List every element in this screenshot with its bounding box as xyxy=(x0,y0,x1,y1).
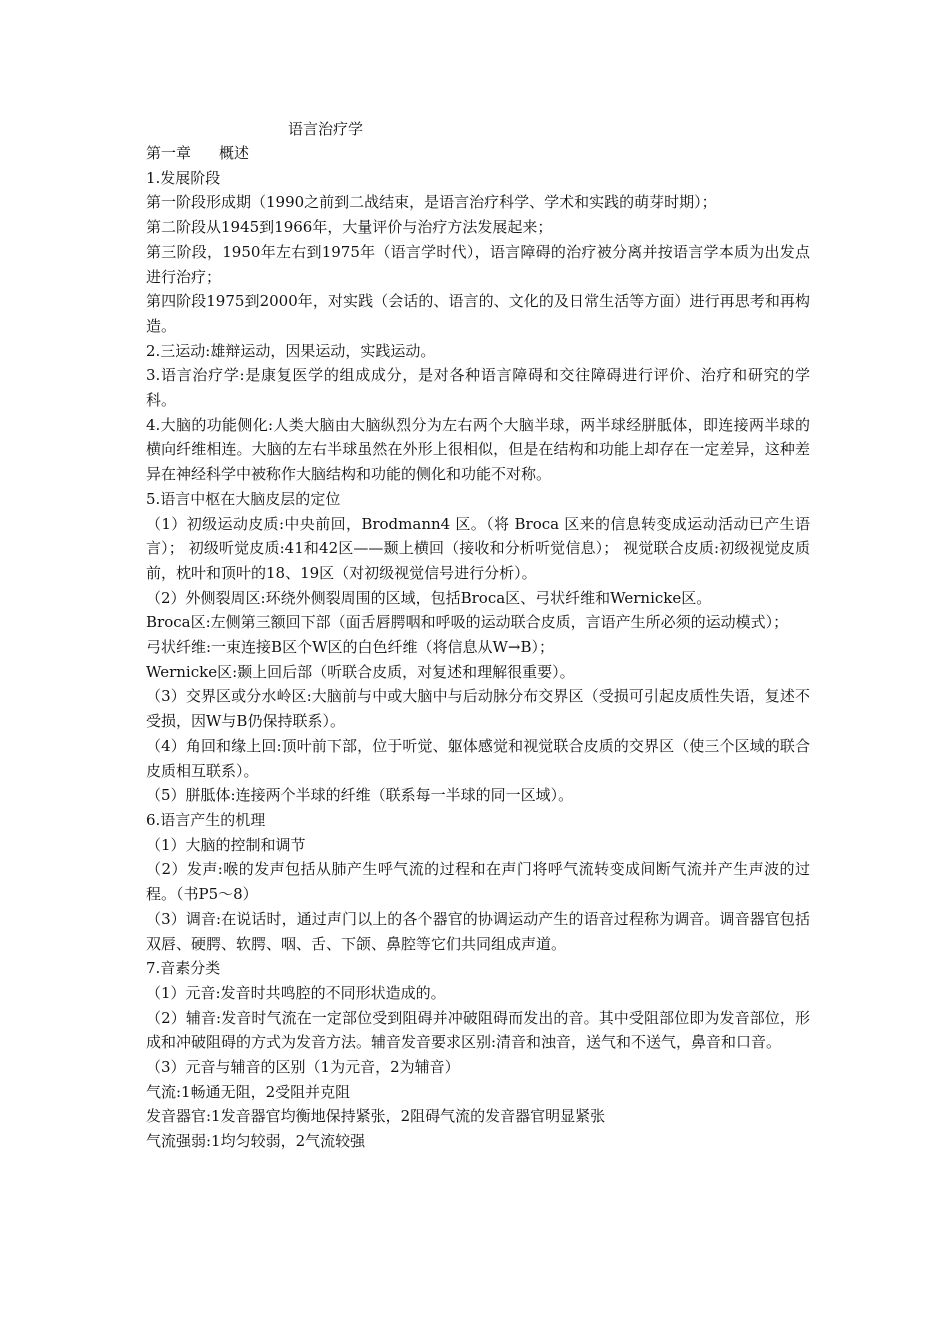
paragraph: 弓状纤维:一束连接B区个W区的白色纤维（将信息从W→B）； xyxy=(146,638,555,657)
paragraph: 第四阶段1975到2000年，对实践（会话的、语言的、文化的及日常生活等方面）进行再思考和再构造。 xyxy=(146,292,810,335)
paragraph: （2）外侧裂周区:环绕外侧裂周围的区域，包括Broca区、弓状纤维和Wernicke区。 xyxy=(146,588,712,607)
paragraph: （3）调音:在说话时，通过声门以上的各个器官的协调运动产生的语音过程称为调音。调音器官包括双唇、硬腭、软腭、咽、舌、下颌、鼻腔等它们共同组成声道。 xyxy=(146,909,810,953)
paragraph: 气流强弱:1均匀较弱，2气流较强 xyxy=(146,1132,366,1151)
chapter-name: 概述 xyxy=(219,144,250,162)
paragraph: （2）辅音:发音时气流在一定部位受到阻碍并冲破阻碍而发出的音。其中受阻部位即为发音部位，形成和冲破阻碍的方式为发音方法。辅音发音要求区别:清音和浊音，送气和不送气，鼻音和口音。 xyxy=(146,1008,810,1052)
paragraph: （1）初级运动皮质:中央前回，Brodmann4 区。（将 Broca 区来的信息转变成运动活动已产生语言）； 初级听觉皮质:41和42区——颞上横回（接收和分析听觉信息）； 视觉联合皮质:初级视觉皮质前，枕叶和顶叶的18、19区（对初级视觉信号进行分析）。 xyxy=(146,514,810,582)
paragraph: 4.大脑的功能侧化:人类大脑由大脑纵烈分为左右两个大脑半球，两半球经胼胝体，即连接两半球的横向纤维相连。大脑的左右半球虽然在外形上很相似，但是在结构和功能上却存在一定差异，这种差异在神经科学中被称作大脑结构和功能的侧化和功能不对称。 xyxy=(146,415,810,484)
paragraph: （3）交界区或分水岭区:大脑前与中或大脑中与后动脉分布交界区（受损可引起皮质性失语，复述不受损，因W与B仍保持联系）。 xyxy=(146,687,810,731)
chapter-heading xyxy=(146,141,810,166)
paragraph: 发音器官:1发音器官均衡地保持紧张，2阻碍气流的发音器官明显紧张 xyxy=(146,1107,606,1126)
paragraph: Broca区:左侧第三额回下部（面舌唇腭咽和呼吸的运动联合皮质，言语产生所必须的运动模式）； xyxy=(146,613,789,632)
paragraph: （1）大脑的控制和调节 xyxy=(146,835,306,854)
paragraph: 2.三运动:雄辩运动，因果运动，实践运动。 xyxy=(146,341,436,360)
document-title: 语言治疗学 xyxy=(288,120,364,138)
paragraph: （5）胼胝体:连接两个半球的纤维（联系每一半球的同一区域）。 xyxy=(146,786,574,805)
paragraph: 5.语言中枢在大脑皮层的定位 xyxy=(146,489,341,508)
paragraph: Wernicke区:颞上回后部（听联合皮质，对复述和理解很重要）。 xyxy=(146,662,575,681)
document-body xyxy=(146,141,810,1154)
paragraph: （3）元音与辅音的区别（1为元音，2为辅音） xyxy=(146,1058,460,1077)
paragraph: （2）发声:喉的发声包括从肺产生呼气流的过程和在声门将呼气流转变成间断气流并产生声波的过程。（书P5～8） xyxy=(146,860,810,904)
paragraph: 1.发展阶段 xyxy=(146,168,221,187)
paragraph: 第一阶段形成期（1990之前到二战结束，是语言治疗科学、学术和实践的萌芽时期）； xyxy=(146,193,717,212)
paragraph: 7.音素分类 xyxy=(146,959,221,978)
paragraph: （4）角回和缘上回:顶叶前下部，位于听觉、躯体感觉和视觉联合皮质的交界区（使三个区域的联合皮质相互联系）。 xyxy=(146,736,810,780)
paragraph: 3.语言治疗学:是康复医学的组成成分，是对各种语言障碍和交往障碍进行评价、治疗和研究的学科。 xyxy=(146,366,810,410)
chapter-number: 第一章 xyxy=(146,144,192,162)
paragraph: 6.语言产生的机理 xyxy=(146,810,266,829)
paragraph: 气流:1畅通无阻，2受阻并克阻 xyxy=(146,1082,351,1101)
paragraph: （1）元音:发音时共鸣腔的不同形状造成的。 xyxy=(146,983,446,1002)
paragraph: 第二阶段从1945到1966年，大量评价与治疗方法发展起来； xyxy=(146,218,553,237)
paragraph: 第三阶段，1950年左右到1975年（语言学时代），语言障碍的治疗被分离并按语言学本质为出发点进行治疗； xyxy=(146,242,810,286)
